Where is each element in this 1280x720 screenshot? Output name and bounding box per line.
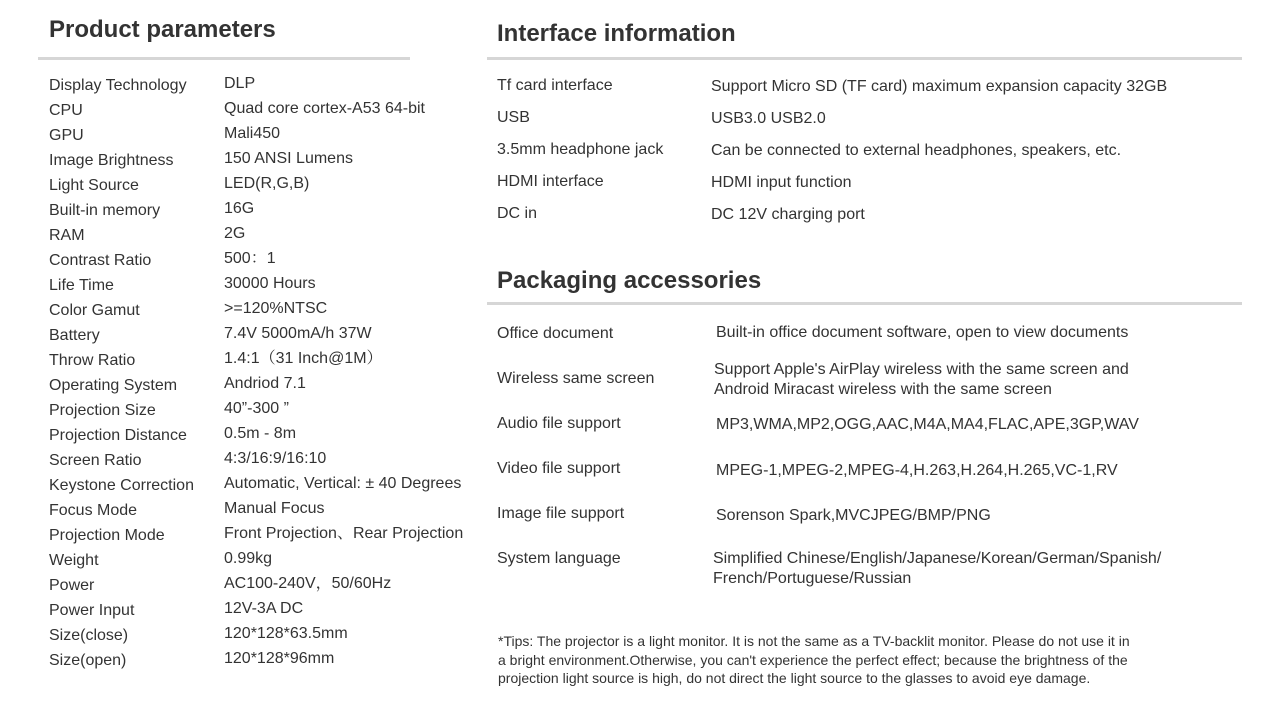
param-value: Automatic, Vertical: ± 40 Degrees [224, 475, 462, 492]
param-label: Screen Ratio [49, 452, 142, 469]
param-value: 4:3/16:9/16:10 [224, 450, 327, 467]
param-value: AC100-240V，50/60Hz [224, 575, 392, 592]
param-value: Quad core cortex-A53 64-bit [224, 100, 425, 117]
accessory-value-line2: Android Miracast wireless with the same screen [714, 381, 1052, 398]
accessory-value-line1: Support Apple's AirPlay wireless with the same screen and [714, 361, 1129, 378]
interface-label: DC in [497, 205, 538, 222]
param-value: 1.4:1（31 Inch@1M） [224, 350, 383, 367]
param-value: 2G [224, 225, 246, 242]
param-label: Projection Mode [49, 527, 165, 544]
accessory-value-line2: French/Portuguese/Russian [713, 570, 912, 587]
product-parameters-title: Product parameters [49, 16, 276, 43]
param-label: Display Technology [49, 77, 187, 94]
param-label: Projection Size [49, 402, 156, 419]
interface-value: DC 12V charging port [711, 206, 865, 223]
accessory-label: Wireless same screen [497, 370, 655, 387]
accessory-label: Audio file support [497, 415, 621, 432]
accessory-label: Video file support [497, 460, 621, 477]
packaging-accessories-divider [487, 302, 1242, 305]
accessory-value: Sorenson Spark,MVCJPEG/BMP/PNG [716, 507, 991, 524]
accessory-value: Built-in office document software, open to view documents [716, 324, 1129, 341]
param-value: 40”-300 ” [224, 400, 289, 417]
accessory-value: MP3,WMA,MP2,OGG,AAC,M4A,MA4,FLAC,APE,3GP,WAV [716, 416, 1139, 433]
interface-value: Can be connected to external headphones, speakers, etc. [711, 142, 1122, 159]
accessory-value: MPEG-1,MPEG-2,MPEG-4,H.263,H.264,H.265,VC-1,RV [716, 462, 1118, 479]
param-value: 500：1 [224, 250, 276, 267]
accessory-value-line1: Simplified Chinese/English/Japanese/Korean/German/Spanish/ [713, 550, 1162, 567]
param-value: >=120%NTSC [224, 300, 328, 317]
param-label: Size(open) [49, 652, 127, 669]
param-label: Battery [49, 327, 100, 344]
param-label: Light Source [49, 177, 139, 194]
param-label: Power [49, 577, 95, 594]
param-value: Andriod 7.1 [224, 375, 306, 392]
param-value: 120*128*63.5mm [224, 625, 348, 642]
param-label: Contrast Ratio [49, 252, 152, 269]
interface-label: 3.5mm headphone jack [497, 141, 664, 158]
param-label: RAM [49, 227, 85, 244]
param-value: LED(R,G,B) [224, 175, 310, 192]
param-label: Image Brightness [49, 152, 174, 169]
param-value: Front Projection、Rear Projection [224, 525, 464, 542]
param-label: Projection Distance [49, 427, 187, 444]
param-value: DLP [224, 75, 256, 92]
param-value: Manual Focus [224, 500, 325, 517]
param-label: Life Time [49, 277, 114, 294]
param-label: Throw Ratio [49, 352, 136, 369]
interface-label: HDMI interface [497, 173, 604, 190]
interface-information-divider [487, 57, 1242, 60]
param-value: 7.4V 5000mA/h 37W [224, 325, 372, 342]
param-label: Focus Mode [49, 502, 138, 519]
param-label: Color Gamut [49, 302, 140, 319]
param-value: 30000 Hours [224, 275, 316, 292]
product-parameters-divider [38, 57, 410, 60]
param-label: Operating System [49, 377, 178, 394]
accessory-label: Image file support [497, 505, 625, 522]
interface-value: USB3.0 USB2.0 [711, 110, 826, 127]
interface-value: Support Micro SD (TF card) maximum expansion capacity 32GB [711, 78, 1168, 95]
accessory-label: System language [497, 550, 621, 567]
interface-value: HDMI input function [711, 174, 852, 191]
tips-line-2: a bright environment.Otherwise, you can't experience the perfect effect; because the brightness of the [498, 651, 1128, 668]
param-value: 0.5m - 8m [224, 425, 297, 442]
param-label: Weight [49, 552, 99, 569]
param-value: 150 ANSI Lumens [224, 150, 353, 167]
param-label: Built-in memory [49, 202, 161, 219]
interface-label: Tf card interface [497, 77, 613, 94]
param-label: CPU [49, 102, 83, 119]
accessory-label: Office document [497, 325, 614, 342]
tips-line-3: projection light source is high, do not direct the light source to the glasses to avoid eye damage. [498, 670, 1091, 686]
param-label: Keystone Correction [49, 477, 194, 494]
param-label: Power Input [49, 602, 135, 619]
tips-line-1: *Tips: The projector is a light monitor. It is not the same as a TV-backlit monitor. Please do not use it in [498, 633, 1130, 649]
param-value: 120*128*96mm [224, 650, 335, 667]
interface-information-title: Interface information [497, 20, 736, 47]
param-value: 12V-3A DC [224, 600, 304, 617]
param-value: 16G [224, 200, 255, 217]
param-label: GPU [49, 127, 84, 144]
packaging-accessories-title: Packaging accessories [497, 267, 762, 294]
tips-note [498, 632, 1228, 688]
interface-label: USB [497, 109, 530, 126]
param-value: Mali450 [224, 125, 281, 142]
param-value: 0.99kg [224, 550, 273, 567]
param-label: Size(close) [49, 627, 129, 644]
